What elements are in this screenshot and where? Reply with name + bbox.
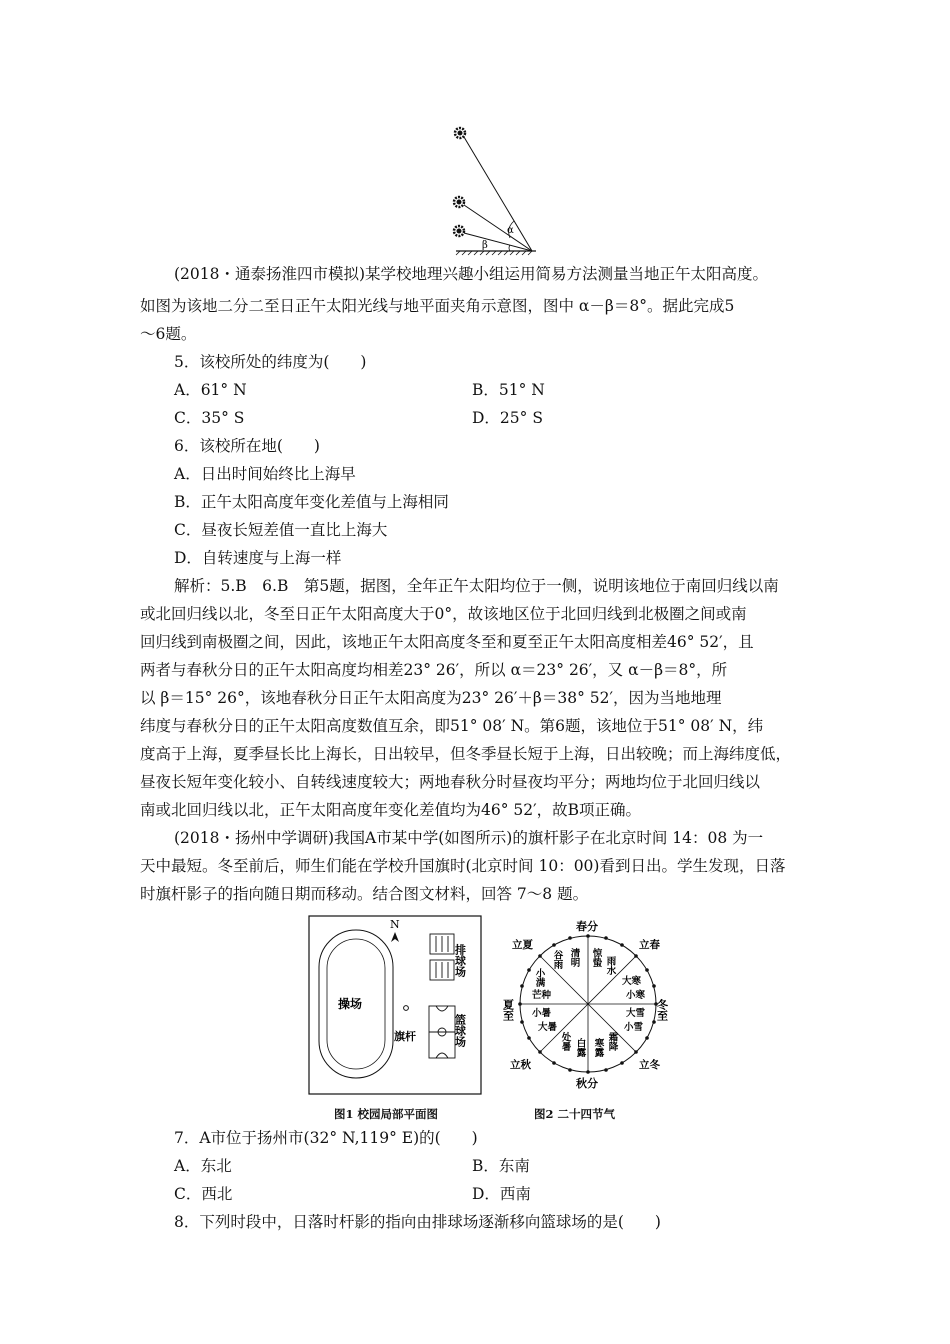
term-yushui: 雨水	[604, 956, 616, 975]
analysis-line: 以 β＝15° 26°，该地春秋分日正午太阳高度为23° 26′＋β＝38° 52′，因为当地地理	[140, 689, 722, 707]
sun-angle-figure	[440, 120, 540, 255]
q5-option-b: B．51° N	[472, 381, 545, 399]
term-daxue: 大雪	[626, 1008, 646, 1019]
basketball-label: 篮球场	[453, 1014, 467, 1047]
figures-row	[308, 912, 668, 1120]
term-xiaoman: 小满	[533, 968, 545, 987]
analysis-line: 两者与春秋分日的正午太阳高度均相差23° 26′，所以 α＝23° 26′，又 α－β＝8°，所	[140, 661, 728, 679]
intro2-line: (2018・扬州中学调研)我国A市某中学(如图所示)的旗杆影子在北京时间 14：08 为一	[174, 829, 764, 847]
term-chushu: 处暑	[559, 1032, 571, 1051]
sun-ray	[464, 205, 532, 251]
term-xiaoshu: 小暑	[532, 1008, 552, 1019]
sun-icon	[454, 197, 464, 207]
q8-stem: 8．下列时段中，日落时杆影的指向由排球场逐渐移向篮球场的是( )	[174, 1213, 661, 1231]
q5-option-d: D．25° S	[472, 409, 543, 427]
intro1-line: ～6题。	[140, 325, 197, 343]
term-start-winter: 立冬	[639, 1059, 660, 1071]
term-hanlu: 寒露	[592, 1038, 604, 1057]
term-autumn-equinox: 秋分	[576, 1077, 598, 1090]
analysis-line: 南或北回归线以北，正午太阳高度年变化差值均为46° 52′，故B项正确。	[140, 801, 642, 819]
q7-option-b: B．东南	[472, 1157, 530, 1175]
campus-plan-figure	[308, 912, 483, 1098]
north-label: N	[390, 918, 400, 931]
q7-stem: 7．A市位于扬州市(32° N,119° E)的( )	[174, 1129, 478, 1147]
term-start-autumn: 立秋	[510, 1059, 531, 1071]
analysis-line: 昼夜长短年变化较小、自转线速度较大；两地春秋分时昼夜均平分；两地均位于北回归线以	[140, 773, 761, 791]
term-dashu: 大暑	[538, 1022, 558, 1033]
term-mangzhong: 芒种	[532, 990, 552, 1001]
term-bailu: 白露	[574, 1038, 586, 1057]
volleyball-court-icon	[430, 934, 454, 980]
term-qingming: 清明	[568, 948, 580, 967]
term-shuangjiang: 霜降	[606, 1032, 618, 1051]
q7-option-c: C．西北	[174, 1185, 233, 1203]
north-arrow-icon	[391, 932, 399, 942]
term-xiaoxue: 小雪	[624, 1022, 644, 1033]
term-dahan: 大寒	[622, 976, 642, 987]
flagpole-label: 旗杆	[394, 1030, 416, 1043]
q6-stem: 6．该校所在地( )	[174, 437, 320, 455]
q5-option-c: C．35° S	[174, 409, 245, 427]
term-xiaohan: 小寒	[626, 990, 646, 1001]
beta-label: β	[482, 240, 488, 251]
term-spring-equinox: 春分	[576, 920, 598, 933]
q6-option-b: B．正午太阳高度年变化差值与上海相同	[174, 493, 449, 511]
analysis-line: 回归线到南极圈之间，因此，该地正午太阳高度冬至和夏至正午太阳高度相差46° 52′，且	[140, 633, 754, 651]
q6-option-c: C．昼夜长短差值一直比上海大	[174, 521, 388, 539]
volleyball-label: 排球场	[453, 944, 467, 977]
sun-icon	[455, 128, 465, 138]
solar-terms-figure	[501, 906, 669, 1104]
q6-option-d: D．自转速度与上海一样	[174, 549, 342, 567]
fig1-caption: 图1 校园局部平面图	[334, 1107, 439, 1121]
flagpole-icon	[404, 1006, 409, 1011]
intro2-line: 天中最短。冬至前后，师生们能在学校升国旗时(北京时间 10：00)看到日出。学生发现，日落	[140, 857, 786, 875]
q6-option-a: A．日出时间始终比上海早	[174, 465, 356, 483]
intro1-line: (2018・通泰扬淮四市模拟)某学校地理兴趣小组运用简易方法测量当地正午太阳高度。	[174, 265, 769, 283]
term-summer-solstice: 夏至	[501, 999, 515, 1021]
alpha-label: α	[507, 225, 514, 236]
analysis-line: 纬度与春秋分日的正午太阳高度数值互余，即51° 08′ N。第6题，该地位于51° 08′ N，纬	[140, 717, 764, 735]
term-jingzhe: 惊蛰	[590, 948, 602, 967]
q5-option-a: A．61° N	[174, 381, 247, 399]
term-start-spring: 立春	[639, 939, 660, 951]
q5-stem: 5．该校所处的纬度为( )	[174, 353, 367, 371]
basketball-court-icon	[429, 1006, 455, 1058]
term-winter-solstice: 冬至	[655, 999, 669, 1021]
sun-ray	[464, 233, 532, 251]
q7-option-d: D．西南	[472, 1185, 531, 1203]
field-label: 操场	[338, 997, 363, 1011]
ground-hatching	[456, 251, 532, 255]
fig2-caption: 图2 二十四节气	[534, 1107, 616, 1121]
intro2-line: 时旗杆影子的指向随日期而移动。结合图文材料，回答 7～8 题。	[140, 885, 589, 903]
term-guyu: 谷雨	[551, 950, 563, 969]
analysis-line: 解析：5.B 6.B 第5题，据图，全年正午太阳均位于一侧，说明该地位于南回归线以南	[174, 577, 779, 595]
analysis-line: 或北回归线以北，冬至日正午太阳高度大于0°，故该地区位于北回归线到北极圈之间或南	[140, 605, 747, 623]
q7-option-a: A．东北	[174, 1157, 232, 1175]
sun-icon	[454, 226, 464, 236]
beta-arc	[509, 245, 510, 251]
term-start-summer: 立夏	[512, 939, 533, 951]
sun-ray	[464, 137, 532, 251]
intro1-line: 如图为该地二分二至日正午太阳光线与地平面夹角示意图，图中 α－β＝8°。据此完成5	[140, 297, 735, 315]
analysis-line: 度高于上海，夏季昼长比上海长，日出较早，但冬季昼长短于上海，日出较晚；而上海纬度低，	[140, 745, 792, 763]
